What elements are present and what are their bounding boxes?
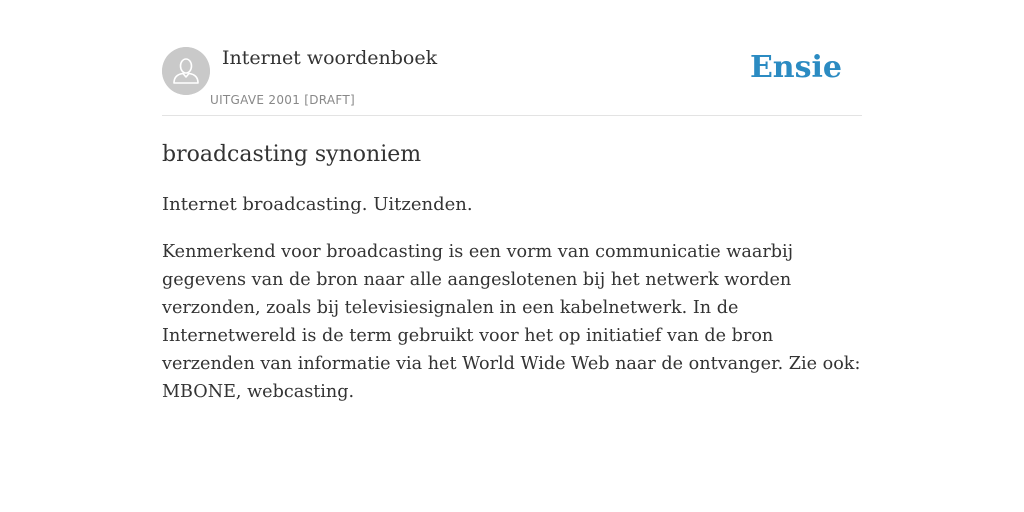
user-icon <box>162 47 210 95</box>
entry-body: Kenmerkend voor broadcasting is een vorm van communicatie waarbij gegevens van de bron naar alle aangeslotenen bij het netwerk worden verzonden, zoals bij televisiesignalen in een kabelnetwerk. In de Internetwereld is de term gebruikt voor het op initiatief van de bron verzenden van informatie via het World Wide Web naar de ontvanger. Zie ook: MBONE, webcasting. <box>162 242 861 402</box>
edition-label: UITGAVE 2001 [DRAFT] <box>210 93 356 107</box>
ensie-logo[interactable]: Ensie <box>749 50 842 85</box>
entry-summary: Internet broadcasting. Uitzenden. <box>162 194 473 215</box>
entry-title: broadcasting synoniem <box>162 142 422 167</box>
page-container <box>162 0 862 406</box>
dictionary-title[interactable]: Internet woordenboek <box>222 47 438 69</box>
dictionary-header <box>162 0 862 116</box>
